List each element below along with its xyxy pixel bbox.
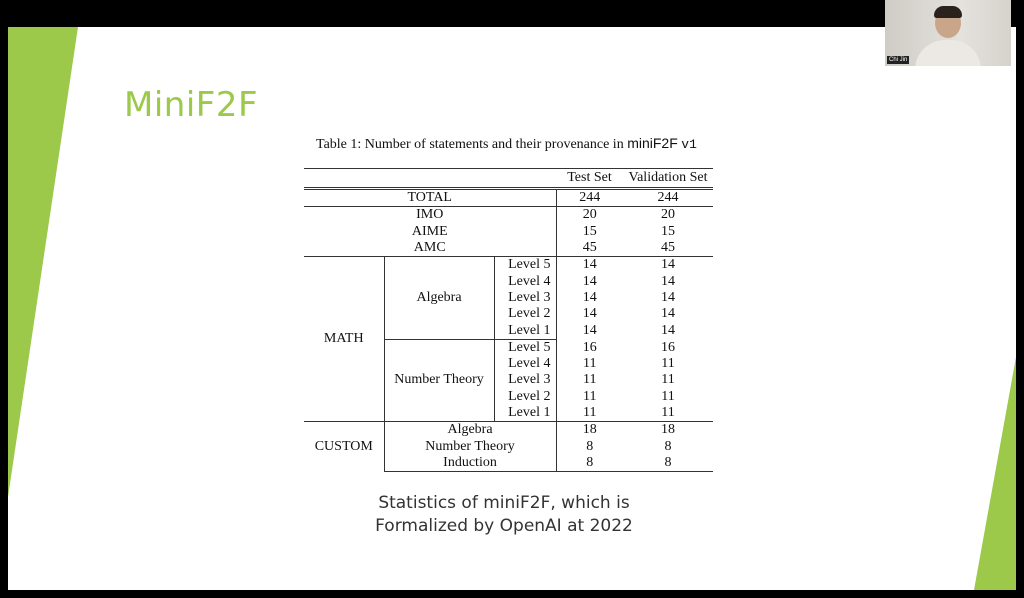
level-label: Level 2 [494,389,556,405]
test-value: 14 [582,322,597,338]
test-value: 16 [582,339,597,355]
table-caption-version: v1 [681,137,697,152]
validation-value: 11 [661,388,675,404]
number-theory-label: Number Theory [384,339,494,421]
competition-label: AIME [304,224,556,240]
slide-caption-line1: Statistics of miniF2F, which is [378,493,630,513]
level-label: Level 3 [494,290,556,306]
validation-value: 18 [623,422,713,439]
slide-caption [308,492,700,538]
table-row [304,224,713,240]
custom-label: CUSTOM [304,422,384,472]
algebra-label: Algebra [384,257,494,339]
validation-value: 14 [661,322,675,338]
table-caption [316,135,697,153]
total-test: 244 [556,189,623,207]
slide-caption-line2: Formalized by OpenAI at 2022 [375,516,633,536]
table-row [304,257,713,274]
validation-value: 14 [623,257,713,274]
custom-item-label: Induction [384,455,556,472]
test-value: 11 [583,388,597,404]
custom-item-label: Algebra [384,422,556,439]
test-value: 14 [582,289,597,305]
right-accent-stripe [971,27,1016,590]
table-caption-name: miniF2F [627,135,678,151]
test-value: 8 [586,438,594,454]
validation-value: 14 [661,289,675,305]
test-value: 14 [582,273,597,289]
validation-value: 14 [661,306,675,322]
table-row-total [304,189,713,207]
table-header-row [304,169,713,189]
test-value: 14 [582,306,597,322]
level-label: Level 3 [494,372,556,388]
level-label: Level 5 [494,257,556,274]
level-label: Level 5 [494,339,556,356]
webcam-name-label: Chi Jin [889,57,908,63]
validation-value: 16 [661,339,675,355]
competition-label: AMC [304,240,556,257]
webcam-person-hair [934,6,962,18]
level-label: Level 1 [494,322,556,339]
validation-value: 20 [623,207,713,224]
level-label: Level 1 [494,405,556,422]
validation-value: 11 [661,372,675,388]
custom-item-label: Number Theory [384,438,556,454]
test-value: 45 [582,240,597,256]
statistics-table [304,168,713,472]
validation-value: 15 [661,223,675,239]
total-label: TOTAL [304,189,556,207]
test-value: 11 [583,356,597,372]
table-caption-prefix: Table 1: Number of statements and their provenance in [316,137,628,152]
test-value: 15 [582,223,597,239]
table-row [304,207,713,224]
webcam-thumbnail[interactable] [885,0,1011,66]
validation-value: 8 [623,455,713,472]
presentation-slide [8,27,1016,590]
validation-value: 14 [661,273,675,289]
level-label: Level 4 [494,273,556,289]
validation-value: 45 [661,240,675,256]
level-label: Level 4 [494,356,556,372]
table-row [304,240,713,257]
table-row [304,422,713,439]
competition-label: IMO [304,207,556,224]
test-value: 18 [556,422,623,439]
slide-title: MiniF2F [124,85,259,125]
validation-value: 11 [661,356,675,372]
total-validation: 244 [623,189,713,207]
test-value: 8 [556,455,623,472]
math-label: MATH [304,257,384,422]
test-value: 20 [556,207,623,224]
test-value: 11 [583,405,597,420]
header-test-set: Test Set [567,170,612,185]
left-accent-stripe [8,27,78,590]
test-value: 14 [556,257,623,274]
validation-value: 8 [664,438,672,454]
header-validation-set: Validation Set [628,170,708,185]
validation-value: 11 [661,405,675,420]
test-value: 11 [583,372,597,388]
level-label: Level 2 [494,306,556,322]
